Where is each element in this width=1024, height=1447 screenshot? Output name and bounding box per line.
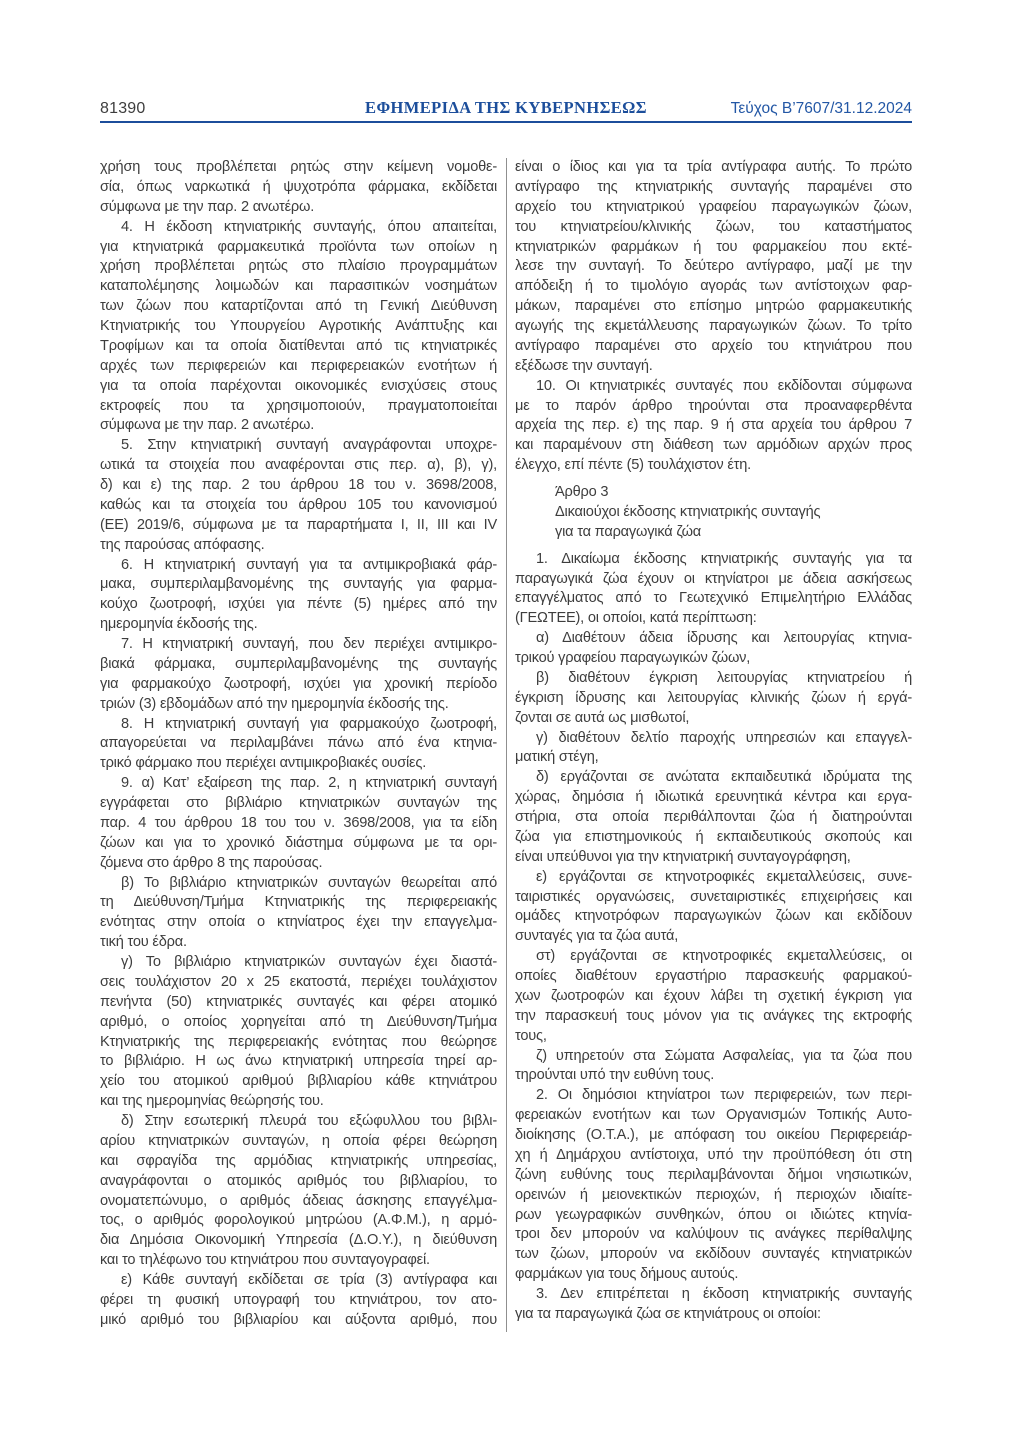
text-line: και σφραγίδα της αρμόδιας κτηνιατρικής υπηρεσίας, (100, 1152, 497, 1169)
text-line: χρήση τους προβλέπεται ρητώς στην κείμενη νομοθε- (100, 159, 497, 175)
text-line: για τα οποία παρέχονται οικονομικές ενισχύσεις στους (100, 377, 497, 394)
text-line: σύμφωνα με την παρ. 2 ανωτέρω. (100, 198, 315, 215)
text-line: (ΕΕ) 2019/6, σύμφωνα με τα παραρτήματα Ι, ΙΙ, ΙΙΙ και IV (100, 516, 497, 533)
text-line: χείο του ατομικού αριθμού βιβλιαρίου κάθε κτηνιάτρου (100, 1073, 497, 1090)
text-line: μακα, συμπεριλαμβανομένης της συνταγής για φαρμα- (100, 576, 497, 593)
text-line: το βιβλιάριο. Η ως άνω κτηνιατρική υπηρεσία τηρεί αρ- (100, 1053, 497, 1070)
text-line: έγκριση ίδρυσης και λειτουργίας κλινικής ζώων ή εργά- (515, 689, 912, 706)
column-left (100, 158, 497, 1331)
text-line: ματική στέγη, (515, 749, 599, 766)
text-line: βιακά φάρμακα, συμπεριλαμβανομένης της συνταγής (100, 655, 497, 672)
text-line: 8. Η κτηνιατρική συνταγή για φαρμακούχο ζωοτροφή, (121, 715, 497, 732)
text-line: παρ. 4 του άρθρου 18 του του ν. 3698/2008, για τα είδη (100, 814, 497, 831)
gazette-title: ΕΦΗΜΕΡΙΔΑ ΤΗΣ ΚΥΒΕΡΝΗΣΕΩΣ (365, 98, 647, 117)
column-right (515, 158, 912, 1325)
text-line: ρων γεωγραφικών συνθηκών, όπου οι ιδιώτες κτηνία- (515, 1206, 912, 1223)
text-line: οποίες διαθέτουν εργαστήριο παρασκευής φαρμακού- (515, 968, 912, 984)
text-line: ζώα για επιστημονικούς ή εκπαιδευτικούς σκοπούς και (515, 828, 912, 845)
text-line: λεσε την συνταγή. Το δεύτερο αντίγραφο, μαζί με την (515, 258, 912, 275)
text-line: εκτροφείς που τα χρησιμοποιούν, πραγματοποιείται (100, 397, 497, 414)
article-heading-line: για τα παραγωγικά ζώα (555, 523, 702, 540)
column-divider (506, 158, 507, 1332)
text-line: εγγράφεται στο βιβλιάριο κτηνιατρικών συνταγών της (100, 795, 497, 811)
page-number: 81390 (100, 100, 146, 117)
text-line: στήρια, στα οποία περιθάλπονται ζώα ή διατηρούνται (515, 809, 912, 825)
text-line: του κτηνιατρείου/κλινικής ζώων, του καταστήματος (515, 218, 912, 235)
text-line: 5. Στην κτηνιατρική συνταγή αναγράφονται υποχρε- (121, 437, 497, 454)
text-line: τρικού γραφείου παραγωγικών ζώων, (515, 650, 751, 666)
text-line: τους, (515, 1027, 547, 1044)
text-line: Κτηνιατρικής της περιφερειακής ενότητας που θεώρησε (100, 1033, 497, 1050)
text-line: καθώς και τα στοιχεία του άρθρου 105 του κανονισμού (100, 496, 497, 513)
text-line: σύμφωνα με την παρ. 2 ανωτέρω. (100, 417, 315, 434)
text-line: δ) εργάζονται σε ανώτατα εκπαιδευτικά ιδρύματα της (536, 769, 912, 786)
text-line: αντίγραφο της κτηνιατρικής συνταγής παραμένει στο (515, 178, 912, 195)
text-line: για τα παραγωγικά ζώα σε κτηνιάτρους οι οποίοι: (515, 1305, 821, 1322)
text-line: 1. Δικαίωμα έκδοσης κτηνιατρικής συνταγής για τα (536, 550, 912, 567)
text-line: δ) Στην εσωτερική πλευρά του εξώφυλλου του βιβλι- (121, 1113, 497, 1129)
text-line: τρικό φάρμακο που περιέχει αντιμικροβιακές ουσίες. (100, 755, 427, 772)
text-line: χων ζωοτροφών και έχουν λάβει τη σχετική έγκριση για (515, 987, 912, 1004)
text-line: σεις τουλάχιστον 20 x 25 εκατοστά, περιέχει τουλάχιστον (100, 973, 497, 990)
text-line: 6. Η κτηνιατρική συνταγή για τα αντιμικροβιακά φάρ- (121, 556, 497, 573)
text-line: με το παρόν άρθρο τηρούνται στα προαναφερθέντα (515, 397, 912, 414)
text-line: ε) Κάθε συνταγή εκδίδεται σε τρία (3) αντίγραφα και (121, 1272, 497, 1288)
text-line: εξέδωσε την συνταγή. (515, 357, 653, 374)
text-line: φέρει τη φυσική υπογραφή του κτηνιάτρου, τον ατο- (100, 1291, 497, 1308)
text-line: ομάδες κτηνοτρόφων παραγωγικών ζώων και εκδίδουν (515, 908, 912, 925)
text-line: ταιριστικές οργανώσεις, συνεταιριστικές επιχειρήσεις και (515, 888, 912, 905)
text-line: τική του έδρα. (100, 934, 187, 951)
text-line: αντίγραφο παραμένει στο αρχείο του κτηνιάτρου που (515, 337, 912, 354)
text-line: φερειακών ενοτήτων και των Οργανισμών Τοπικής Αυτο- (515, 1107, 912, 1124)
text-line: και το τηλέφωνο του κτηνιάτρου που συνταγογραφεί. (100, 1252, 430, 1269)
text-line: φαρμάκων για τους δήμους αυτούς. (515, 1266, 739, 1283)
text-line: αγωγής της εκμετάλλευσης παραγωγικών ζώων. Το τρίτο (515, 318, 912, 334)
text-line: 10. Οι κτηνιατρικές συνταγές που εκδίδονται σύμφωνα (536, 377, 912, 394)
text-line: μικό αριθμό του βιβλιαρίου και αύξοντα αριθμό, που (100, 1311, 497, 1328)
text-line: αρχεία της περ. ε) της παρ. 9 ή στα αρχεία του άρθρου 7 (515, 417, 912, 434)
text-line: κτηνιατρικών φαρμάκων ή του φαρμακείου που εκτέ- (515, 238, 912, 255)
text-line: για φαρμακούχο ζωοτροφή, ισχύει για χρονική περίοδο (100, 675, 497, 692)
text-line: των ζώων, μπορούν να εκδίδουν συνταγές κτηνιατρικών (515, 1246, 912, 1263)
text-line: χη ή Δημάρχου αντίστοιχα, υπό την προϋπόθεση ότι στη (515, 1146, 912, 1163)
text-line: απόδειξη ή το τιμολόγιο αγοράς των αντίστοιχων φαρ- (515, 278, 912, 295)
text-line: αρχείο του κτηνιατρικού γραφείου παραγωγικών ζώων, (515, 198, 912, 215)
issue-info: Τεύχος Β’7607/31.12.2024 (730, 100, 913, 117)
text-line: αριθμό, ο οποίος χορηγείται από τη Διεύθυνση/Τμήμα (100, 1013, 497, 1030)
text-line: έλεγχο, επί πέντε (5) τουλάχιστον έτη. (515, 457, 752, 474)
text-line: πενήντα (50) κτηνιατρικές συνταγές και φέρει ατομικό (100, 993, 497, 1010)
text-line: 9. α) Κατ’ εξαίρεση της παρ. 2, η κτηνιατρική συνταγή (121, 775, 497, 792)
text-line: ενότητας στην οποία ο κτηνίατρος έχει την επαγγελμα- (100, 914, 497, 931)
text-line: τηρούνται υπό την ευθύνη τους. (515, 1067, 715, 1084)
text-line: τριών (3) εβδομάδων από την ημερομηνία έκδοσής της. (100, 695, 449, 712)
text-line: ε) εργάζονται σε κτηνοτροφικές εκμεταλλεύσεις, συνε- (536, 868, 912, 885)
text-line: ζ) υπηρετούν στα Σώματα Ασφαλείας, για τα ζώα που (536, 1047, 912, 1064)
text-line: αναγράφονται ο ατομικός αριθμός του βιβλιαρίου, το (100, 1172, 497, 1189)
text-line: τροι δεν μπορούν να καλύψουν τις ανάγκες περίθαλψης (515, 1226, 912, 1243)
text-line: αρχές των περιφερειών και περιφερειακών ενοτήτων ή (100, 357, 497, 374)
text-line: Κτηνιατρικής του Υπουργείου Αγροτικής Ανάπτυξης και (100, 318, 497, 334)
text-line: ωτικά τα στοιχεία που αναφέρονται στις περ. α), β), γ), (100, 457, 497, 474)
text-line: ορεινών ή μειονεκτικών περιοχών, ή περιοχών ιδιαίτε- (515, 1186, 912, 1203)
text-line: μάκων, παραμένει στο επίσημο μητρώο φαρμακευτικής (515, 298, 912, 315)
text-line: των ζώων που καταρτίζονται από τη Γενική Διεύθυνση (100, 298, 497, 315)
text-line: ζώων και για το χρονικό διάστημα σύμφωνα με τα ορι- (100, 834, 497, 851)
text-line: 2. Οι δημόσιοι κτηνίατροι των περιφερειών, των περι- (536, 1087, 912, 1104)
text-line: είναι υπεύθυνοι για την κτηνιατρική συνταγογράφηση, (515, 848, 851, 865)
text-line: Τροφίμων και τα οποία διατίθενται από τις κτηνιατρικές (100, 337, 497, 354)
text-line: α) Διαθέτουν άδεια ίδρυσης και λειτουργίας κτηνια- (536, 630, 912, 647)
text-line: 3. Δεν επιτρέπεται η έκδοση κτηνιατρικής συνταγής (536, 1286, 912, 1302)
text-line: χώρας, δημόσια ή ιδιωτικά ερευνητικά κέντρα και εργα- (515, 789, 912, 806)
text-line: ζώνη ευθύνης τους περιλαμβάνονται δήμοι νησιωτικών, (515, 1166, 912, 1183)
text-line: για κτηνιατρικά φαρμακευτικά προϊόντα των οποίων η (100, 238, 497, 255)
text-line: γ) διαθέτουν δελτίο παροχής υπηρεσιών και επαγγελ- (536, 729, 912, 746)
text-line: 4. Η έκδοση κτηνιατρικής συνταγής, όπου απαιτείται, (121, 218, 497, 235)
article-heading-line: Άρθρο 3 (555, 484, 609, 500)
text-line: ζόμενα στο άρθρο 8 της παρούσας. (100, 854, 323, 871)
text-line: γ) Το βιβλιάριο κτηνιατρικών συνταγών έχει διαστά- (121, 954, 497, 970)
text-line: της παρούσας απόφασης. (100, 536, 265, 553)
text-line: παραγωγικά ζώα έχουν οι κτηνίατροι με άδεια ασκήσεως (515, 570, 912, 587)
text-line: δ) και ε) της παρ. 2 του άρθρου 18 του ν. 3698/2008, (100, 477, 497, 493)
page-header (100, 98, 912, 118)
text-line: ζονται σε αυτά ως μισθωτοί, (515, 709, 690, 726)
text-line: (ΓΕΩΤΕΕ), οι οποίοι, κατά περίπτωση: (515, 610, 757, 627)
text-line: σία, όπως ναρκωτικά ή ψυχοτρόπα φάρμακα, εκδίδεται (100, 178, 497, 195)
text-line: επαγγέλματος από το Γεωτεχνικό Επιμελητήριο Ελλάδας (515, 590, 912, 607)
text-line: δια Δημόσια Οικονομική Υπηρεσία (Δ.Ο.Υ.), η διεύθυνση (100, 1232, 497, 1249)
text-line: και της ημερομηνίας θεώρησής του. (100, 1093, 324, 1110)
text-line: στ) εργάζονται σε κτηνοτροφικές εκμεταλλεύσεις, οι (536, 948, 912, 965)
text-line: τη Διεύθυνση/Τμήμα Κτηνιατρικής της περιφερειακής (100, 894, 497, 911)
header-rule (100, 121, 912, 123)
text-line: καταπολέμησης λοιμωδών και παρασιτικών νοσημάτων (100, 278, 497, 295)
text-line: 7. Η κτηνιατρική συνταγή, που δεν περιέχει αντιμικρο- (121, 636, 497, 652)
text-line: τος, ο αριθμός φορολογικού μητρώου (Α.Φ.Μ.), η αρμό- (100, 1212, 497, 1229)
text-line: χρήση προβλέπεται ρητώς στο πλαίσιο προγραμμάτων (100, 258, 497, 275)
text-line: και παραμένουν στη διάθεση των αρμόδιων αρχών προς (515, 437, 912, 454)
text-line: κούχο ζωοτροφή, ισχύει για πέντε (5) ημέρες από την (100, 596, 497, 613)
text-line: ημερομηνία έκδοσής της. (100, 616, 258, 633)
text-line: β) διαθέτουν έγκριση λειτουργίας κτηνιατρείου ή (536, 669, 912, 686)
text-line: β) Το βιβλιάριο κτηνιατρικών συνταγών θεωρείται από (121, 874, 497, 891)
text-line: διοίκησης (Ο.Τ.Α.), με απόφαση του οικείου Περιφερειάρ- (515, 1127, 912, 1143)
text-line: την παρασκευή τους μόνον για τις ανάγκες της εκτροφής (515, 1007, 912, 1024)
text-line: αρίου κτηνιατρικών συνταγών, η οποία φέρει θεώρηση (100, 1132, 497, 1149)
text-line: συνταγές για τα ζώα αυτά, (515, 928, 679, 945)
text-line: είναι ο ίδιος και για τα τρία αντίγραφα αυτής. Το πρώτο (515, 159, 912, 175)
article-heading-line: Δικαιούχοι έκδοσης κτηνιατρικής συνταγής (555, 503, 821, 520)
text-line: ονοματεπώνυμο, ο αριθμός άδειας άσκησης επαγγέλμα- (100, 1192, 497, 1209)
text-line: απαγορεύεται να περιλαμβάνει πάνω από ένα κτηνια- (100, 735, 497, 752)
